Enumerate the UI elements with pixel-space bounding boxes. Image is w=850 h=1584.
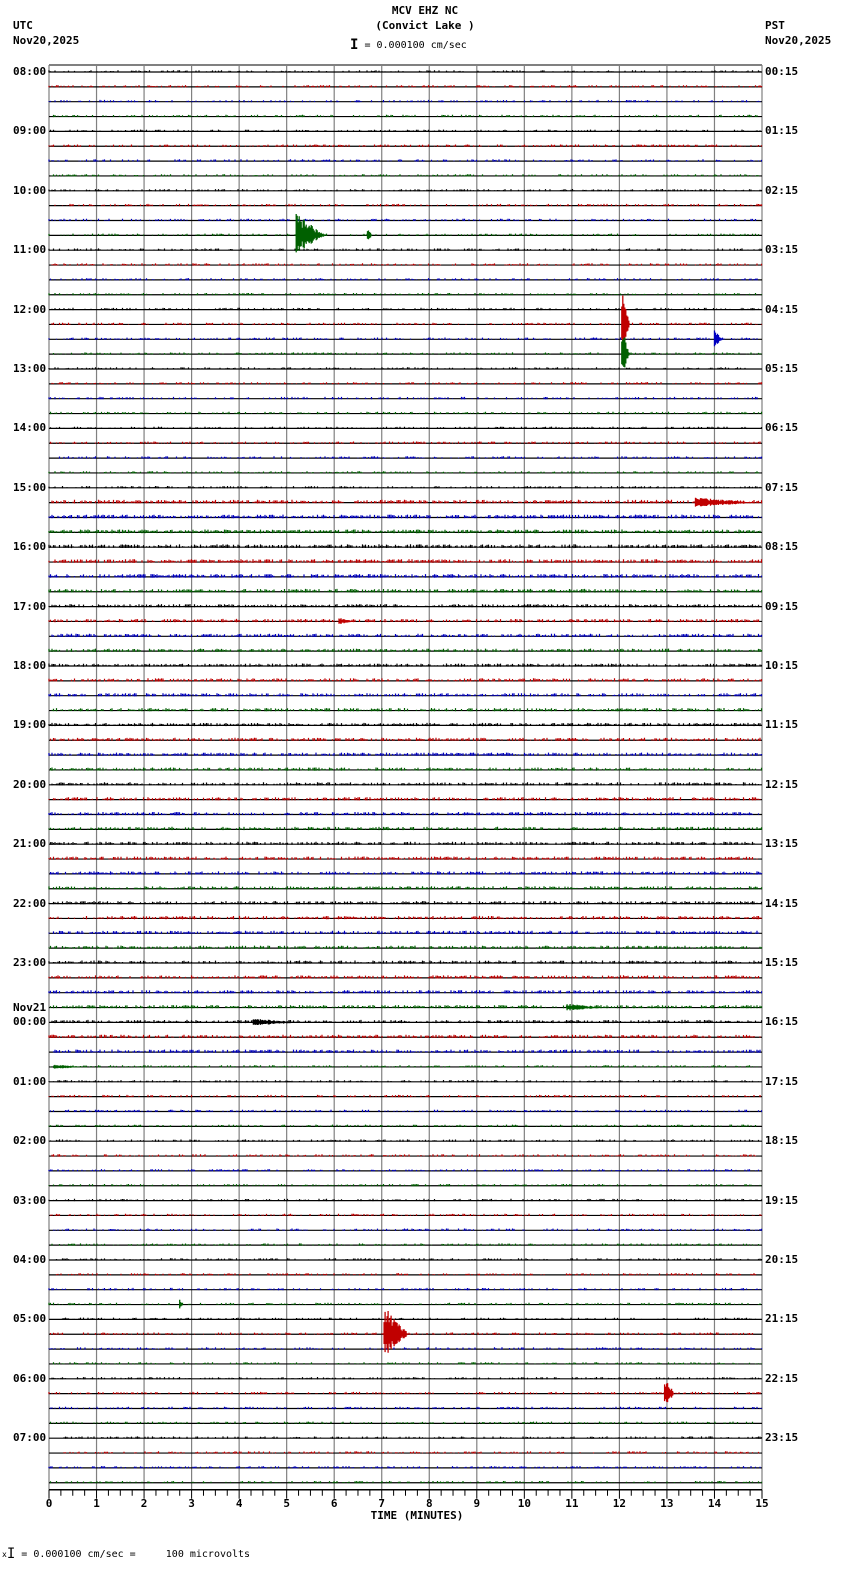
footer-scale [2,1547,250,1561]
footer-scale-text: = 0.000100 cm/sec = 100 microvolts [21,1549,251,1560]
event-signal [339,618,353,624]
pst-hour-label: 13:15 [765,837,799,851]
x-tick-label: 4 [235,1497,243,1510]
x-tick-label: 12 [612,1497,627,1510]
utc-date: Nov20,2025 [13,34,80,47]
pst-hour-label: 16:15 [765,1015,799,1029]
scale-text: = 0.000100 cm/sec [364,40,467,51]
utc-hour-label: 17:00 [13,599,47,613]
pst-hour-label: 12:15 [765,777,799,791]
x-tick-label: 7 [378,1497,386,1510]
pst-hour-label: 06:15 [765,421,799,435]
x-tick-label: 10 [517,1497,531,1510]
x-tick-label: 13 [660,1497,674,1510]
pst-hour-label: 22:15 [765,1371,799,1385]
pst-date: Nov20,2025 [765,34,832,47]
utc-hour-label: 22:00 [13,896,47,910]
pst-hour-label: 02:15 [765,183,799,197]
utc-hour-label: 06:00 [13,1371,47,1385]
trace-row [60,456,762,458]
utc-hour-label: 19:00 [13,718,47,732]
trace-row [49,797,760,800]
utc-hour-label: 00:00 [13,1015,47,1029]
x-tick-label: 11 [565,1497,579,1510]
x-tick-label: 2 [140,1497,148,1510]
utc-hour-label: 01:00 [13,1074,47,1088]
utc-hour-label: 08:00 [13,65,47,78]
pst-hour-label: 10:15 [765,659,799,672]
event-signal [567,1004,605,1010]
utc-hour-label: 05:00 [13,1312,47,1326]
utc-hour-label: 10:00 [13,183,47,197]
x-tick-label: 8 [425,1497,433,1510]
x-tick-label: 1 [93,1497,100,1510]
event-signal [54,1065,82,1069]
utc-hour-label: 18:00 [13,659,47,672]
utc-hour-label: 15:00 [13,480,47,494]
scale-bar-icon: I [350,37,359,53]
pst-hour-label: 17:15 [765,1074,799,1088]
utc-hour-label: 21:00 [13,837,47,851]
event-signal [180,1300,182,1309]
x-tick-label: 5 [283,1497,290,1510]
station-title: MCV EHZ NC [391,4,459,17]
pst-hour-label: 23:15 [765,1431,799,1445]
scale-bar-icon: I [6,1546,16,1562]
utc-hour-label: 07:00 [13,1431,47,1445]
x-tick-label: 9 [473,1497,481,1510]
utc-hour-label: 04:00 [13,1253,47,1266]
utc-hour-label: 09:00 [13,124,47,138]
trace-row [49,338,757,340]
pst-hour-label: 19:15 [765,1193,799,1207]
pst-hour-label: 03:15 [765,243,799,257]
pst-hour-label: 01:15 [765,124,799,138]
pst-hour-label: 11:15 [765,718,799,732]
utc-hour-label: 13:00 [13,362,47,375]
pst-hour-label: 20:15 [765,1253,799,1266]
utc-label: UTC [13,19,33,32]
pst-hour-label: 08:15 [765,540,799,554]
x-tick-label: 3 [188,1497,195,1510]
station-subtitle: (Convict Lake ) [375,19,475,32]
utc-hour-label: 11:00 [13,243,47,257]
x-axis-label: TIME (MINUTES) [370,1509,464,1522]
utc-hour-label: 16:00 [13,540,47,554]
utc-hour-label: 03:00 [13,1193,47,1207]
utc-hour-label: 12:00 [13,302,47,316]
utc-hour-label: Nov21 [13,1000,47,1014]
x-tick-label: 14 [707,1497,722,1510]
event-signal [368,231,372,240]
x-tick-label: 0 [45,1497,53,1510]
event-signal [665,1383,674,1402]
scale-mark-icon: x [2,1550,7,1559]
pst-hour-label: 09:15 [765,599,799,613]
event-signal [622,338,629,368]
pst-label: PST [765,19,785,32]
pst-hour-label: 04:15 [765,302,799,316]
pst-hour-label: 05:15 [765,362,799,375]
pst-hour-label: 21:15 [765,1312,799,1326]
pst-hour-label: 00:15 [765,65,799,78]
pst-hour-label: 07:15 [765,480,799,494]
utc-hour-label: 20:00 [13,777,47,791]
event-signal [253,1019,300,1025]
utc-hour-label: 02:00 [13,1134,47,1148]
x-tick-label: 6 [330,1497,338,1510]
pst-hour-label: 18:15 [765,1134,799,1148]
utc-hour-label: 23:00 [13,956,47,969]
event-signal [715,331,722,347]
pst-hour-label: 15:15 [765,956,799,969]
utc-hour-label: 14:00 [13,421,47,435]
x-tick-label: 15 [755,1497,769,1510]
event-signal [384,1311,407,1353]
pst-hour-label: 14:15 [765,896,799,910]
